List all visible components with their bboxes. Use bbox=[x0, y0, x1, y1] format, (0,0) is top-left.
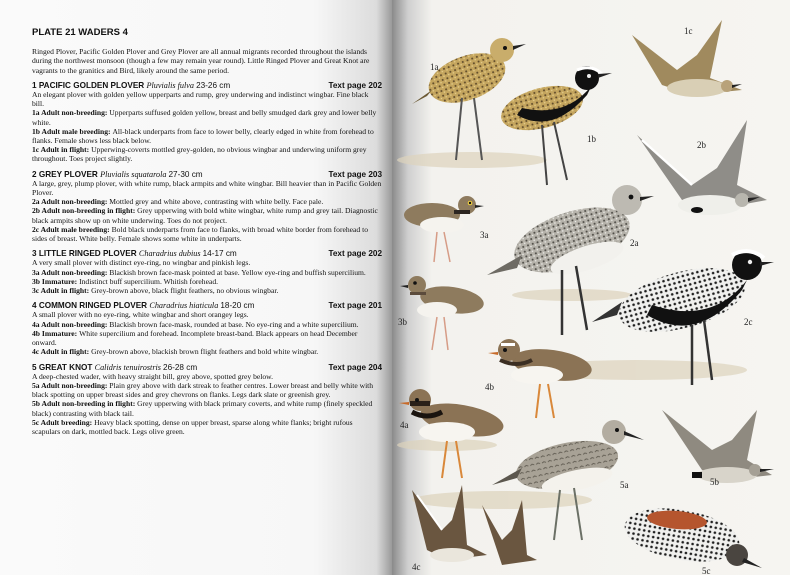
species-name: 3 LITTLE RINGED PLOVER bbox=[32, 249, 139, 259]
text-page-ref: Text page 201 bbox=[328, 301, 382, 311]
plumage-label: 1b Adult male breeding: bbox=[32, 126, 113, 136]
species-description: A large, grey, plump plover, with white rump, black armpits and white wingbar. Bill heavier than in Pacific Golden Plover. bbox=[32, 178, 382, 198]
bird-4a-illustration bbox=[399, 389, 506, 478]
plumage-entry bbox=[32, 197, 382, 206]
label-4a: 4a bbox=[400, 420, 409, 430]
species-latin-name: Charadrius dubius bbox=[138, 249, 203, 259]
species-description: A deep-chested wader, with heavy straight bill, grey above, spotted grey below. bbox=[32, 371, 274, 381]
plumage-label: 2a Adult non-breeding: bbox=[32, 197, 110, 207]
species-latin-name: Charadrius hiaticula bbox=[149, 301, 221, 311]
label-1c: 1c bbox=[684, 26, 693, 36]
bird-2b-illustration bbox=[637, 120, 767, 215]
species-entries bbox=[32, 268, 382, 296]
bird-3a-illustration bbox=[404, 196, 484, 262]
species-latin-name: Pluvialis squatarola bbox=[100, 169, 169, 179]
species-entries bbox=[32, 108, 382, 163]
plumage-entry bbox=[32, 206, 382, 224]
label-4b: 4b bbox=[485, 382, 494, 392]
plumage-entry bbox=[32, 418, 382, 436]
species-size: 26-28 cm bbox=[163, 362, 198, 372]
label-1b: 1b bbox=[587, 134, 596, 144]
plumage-text: Grey upperwing with bold white wingbar, white rump and grey tail. Diagnostic black armpits show up on white underwing. Toes do not project. bbox=[32, 206, 378, 225]
species-size: 14-17 cm bbox=[202, 249, 237, 259]
plumage-label: 4a Adult non-breeding: bbox=[32, 319, 110, 329]
text-page-ref: Text page 202 bbox=[328, 80, 382, 90]
plumage-label: 4c Adult in flight: bbox=[32, 347, 92, 357]
plumage-entry bbox=[32, 145, 382, 163]
plumage-label: 5c Adult breeding: bbox=[32, 417, 95, 427]
plumage-entry bbox=[32, 320, 382, 329]
bird-5b-illustration bbox=[662, 410, 774, 483]
plate-illustration bbox=[392, 0, 790, 575]
plumage-text: Heavy black spotting, dense on upper breast, sparse along white flanks; bright rufous scapulars on dark, mottled back. Legs olive green. bbox=[32, 417, 353, 436]
text-page-ref: Text page 203 bbox=[328, 169, 382, 179]
plumage-text: Indistinct buff supercilium. Whitish forehead. bbox=[79, 276, 219, 286]
plumage-text: Grey-brown above, blackish brown flight feathers and bold white wingbar. bbox=[91, 347, 319, 357]
bird-3b-illustration bbox=[400, 276, 485, 350]
plumage-text: Mottled grey and white above, contrasting with white belly. Face pale. bbox=[109, 197, 324, 207]
species-latin-name: Pluvialis fulva bbox=[146, 80, 197, 90]
species-heading bbox=[32, 301, 382, 310]
bird-4b-illustration bbox=[488, 339, 594, 418]
plumage-entry bbox=[32, 399, 382, 417]
plumage-entry bbox=[32, 329, 382, 347]
plumage-entry bbox=[32, 225, 382, 243]
plumage-label: 5a Adult non-breeding: bbox=[32, 380, 110, 390]
plumage-entry bbox=[32, 277, 382, 286]
plumage-label: 5b Adult non-breeding in flight: bbox=[32, 399, 138, 409]
plumage-text: Upperwing-coverts mottled grey-golden, no obvious wingbar and underwing uniform grey throughout. Toes project slightly. bbox=[32, 145, 367, 164]
plumage-entry bbox=[32, 381, 382, 399]
species-description: A very small plover with distinct eye-ring, no wingbar and pinkish legs. bbox=[32, 258, 251, 268]
left-page bbox=[0, 0, 392, 575]
plate-intro: Ringed Plover, Pacific Golden Plover and Grey Plover are all annual migrants recorded throughout the islands during the northwest monsoon (though a few may remain year round). Little Ringed Plover and Great Knot are vagrants to the granitics and Bird, likely around the same period. bbox=[32, 47, 370, 75]
plumage-label: 3c Adult in flight: bbox=[32, 286, 92, 296]
plate-title: PLATE 21 WADERS 4 bbox=[32, 27, 128, 38]
label-5b: 5b bbox=[710, 477, 719, 487]
species-heading bbox=[32, 170, 382, 179]
species-block bbox=[32, 363, 382, 437]
plumage-entry bbox=[32, 286, 382, 295]
plumage-entry bbox=[32, 108, 382, 126]
label-4c: 4c bbox=[412, 562, 421, 572]
plumage-text: Grey upperwing with black primary coverts, and white rump (finely speckled black) contrasting with black tail. bbox=[32, 399, 373, 418]
species-block bbox=[32, 301, 382, 356]
label-3a: 3a bbox=[480, 230, 489, 240]
label-2a: 2a bbox=[630, 238, 639, 248]
label-2b: 2b bbox=[697, 140, 706, 150]
plumage-text: Plain grey above with dark streak to feather centres. Lower breast and belly white with black spotting on upper breast sides and grey chevrons on flanks. Legs dark slate or greenish grey. bbox=[32, 380, 374, 400]
plumage-text: All-black underparts from face to lower belly, clearly edged in white from forehead to flanks. Female shows less black below. bbox=[32, 126, 374, 146]
species-name: 4 COMMON RINGED PLOVER bbox=[32, 301, 150, 311]
species-description: An elegant plover with golden yellow upperparts and rump, grey underwing and indistinct wingbar. Fine black bill. bbox=[32, 90, 369, 109]
species-latin-name: Calidris tenuirostris bbox=[94, 362, 164, 372]
bird-1a-illustration bbox=[412, 38, 526, 160]
right-page bbox=[392, 0, 790, 575]
species-block bbox=[32, 81, 382, 164]
plumage-text: Blackish brown face-mask, rounded at base. No eye-ring and a white supercilium. bbox=[109, 319, 359, 329]
plumage-label: 1a Adult non-breeding: bbox=[32, 108, 110, 118]
species-block bbox=[32, 249, 382, 295]
plumage-entry bbox=[32, 127, 382, 145]
plumage-label: 3b Immature: bbox=[32, 276, 80, 286]
species-entries bbox=[32, 381, 382, 436]
plumage-label: 4b Immature: bbox=[32, 328, 80, 338]
plumage-text: Upperparts suffused golden yellow, breast and belly smudged dark grey and lower belly white. bbox=[32, 108, 377, 127]
species-size: 18-20 cm bbox=[220, 301, 255, 311]
plumage-text: Bold black underparts from face to flanks, with broad white border from forehead to sides of breast. White belly. Female shows some white in underparts. bbox=[32, 224, 369, 244]
label-5c: 5c bbox=[702, 566, 711, 575]
plumage-label: 2b Adult non-breeding in flight: bbox=[32, 206, 138, 216]
species-heading bbox=[32, 363, 382, 372]
label-5a: 5a bbox=[620, 480, 629, 490]
bird-5c-illustration bbox=[621, 500, 762, 569]
species-list bbox=[32, 81, 382, 436]
species-name: 5 GREAT KNOT bbox=[32, 362, 95, 372]
species-name: 1 PACIFIC GOLDEN PLOVER bbox=[32, 80, 147, 90]
plumage-text: Blackish brown face-mask pointed at base. Yellow eye-ring and buffish supercilium. bbox=[109, 267, 366, 277]
plumage-label: 1c Adult in flight: bbox=[32, 145, 92, 155]
species-size: 27-30 cm bbox=[168, 169, 203, 179]
plumage-label: 3a Adult non-breeding: bbox=[32, 267, 110, 277]
plumage-entry bbox=[32, 268, 382, 277]
plumage-label: 2c Adult male breeding: bbox=[32, 224, 112, 234]
species-text-column bbox=[32, 28, 382, 436]
bird-1b-illustration bbox=[496, 66, 612, 185]
species-entries bbox=[32, 320, 382, 357]
label-3b: 3b bbox=[398, 317, 407, 327]
species-description: A small plover with no eye-ring, white wingbar and short orangey legs. bbox=[32, 310, 249, 320]
label-1a: 1a bbox=[430, 62, 439, 72]
species-entries bbox=[32, 197, 382, 243]
species-size: 23-26 cm bbox=[196, 80, 231, 90]
species-heading bbox=[32, 81, 382, 90]
plumage-text: White supercilium and forehead. Incomplete breast-band. Black appears on head December onward. bbox=[32, 328, 358, 348]
text-page-ref: Text page 202 bbox=[328, 249, 382, 259]
plumage-entry bbox=[32, 347, 382, 356]
species-heading bbox=[32, 249, 382, 258]
plumage-text: Grey-brown above, black flight feathers, no obvious wingbar. bbox=[91, 286, 279, 296]
label-2c: 2c bbox=[744, 317, 753, 327]
species-block bbox=[32, 170, 382, 244]
species-name: 2 GREY PLOVER bbox=[32, 169, 101, 179]
text-page-ref: Text page 204 bbox=[328, 362, 382, 372]
